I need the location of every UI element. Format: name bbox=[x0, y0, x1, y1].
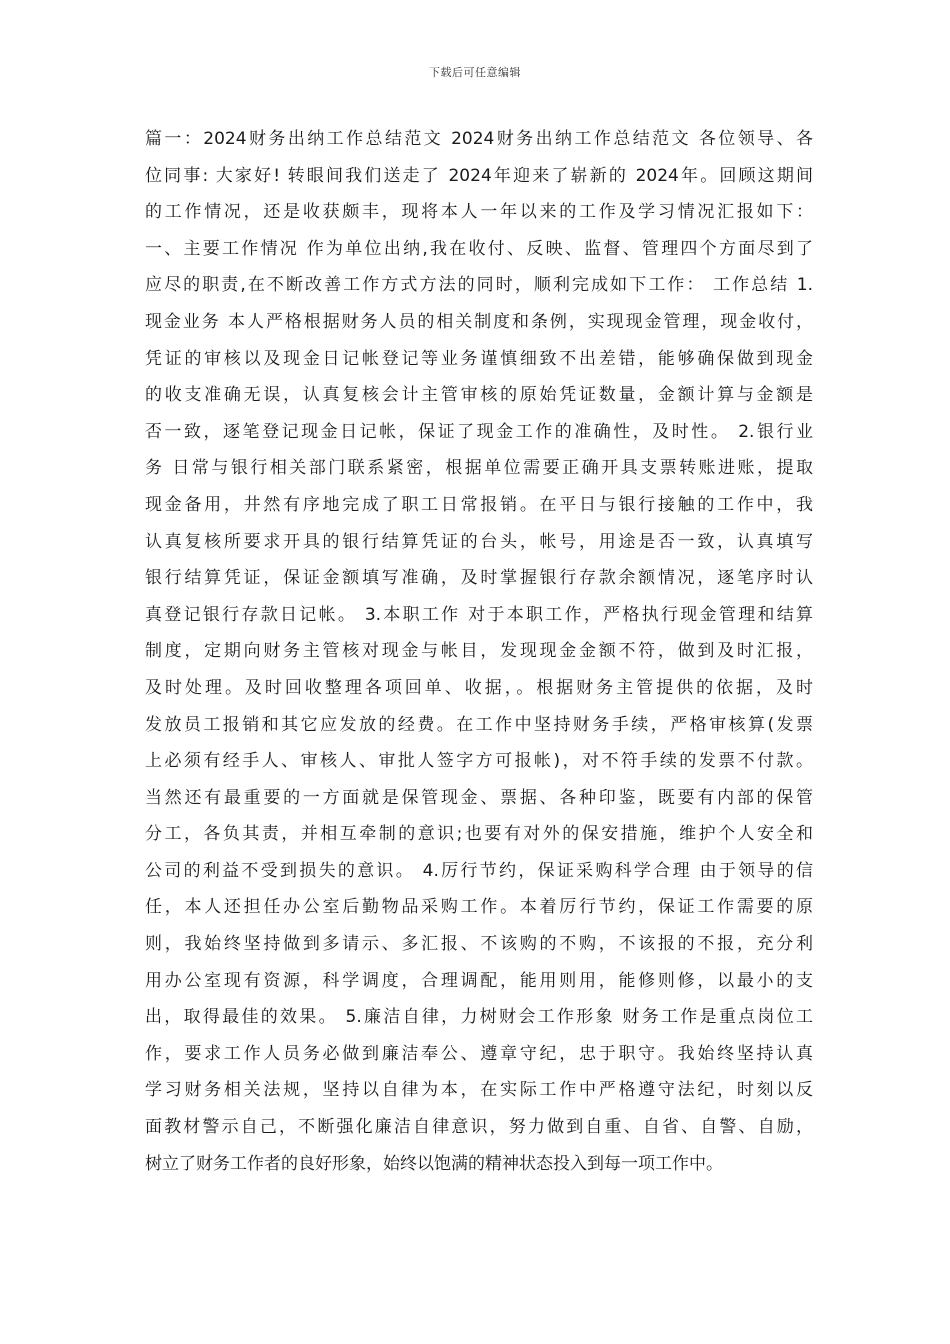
text-line: 及时处理。及时回收整理各项回单、收据，。根据财务主管提供的依据，及时 bbox=[145, 677, 813, 698]
text-line: 认真复核所要求开具的银行结算凭证的台头，帐号，用途是否一致，认真填写 bbox=[145, 531, 813, 552]
text-line: 的收支准确无误，认真复核会计主管审核的原始凭证数量，金额计算与金额是 bbox=[145, 385, 813, 406]
text-line: 真登记银行存款日记帐。 3.本职工作 对于本职工作，严格执行现金管理和结算 bbox=[145, 604, 813, 625]
document-body bbox=[145, 121, 813, 1182]
text-line: 发放员工报销和其它应发放的经费。在工作中坚持财务手续，严格审核算(发票 bbox=[145, 714, 813, 735]
text-line: 务 日常与银行相关部门联系紧密，根据单位需要正确开具支票转账进账，提取 bbox=[145, 458, 813, 479]
text-line: 银行结算凭证，保证金额填写准确，及时掌握银行存款余额情况，逐笔序时认 bbox=[145, 568, 813, 589]
text-line: 分工，各负其责，并相互牵制的意识;也要有对外的保安措施，维护个人安全和 bbox=[145, 824, 813, 845]
text-line: 出，取得最佳的效果。 5.廉洁自律，力树财会工作形象 财务工作是重点岗位工 bbox=[145, 1007, 813, 1028]
text-line: 任，本人还担任办公室后勤物品采购工作。本着厉行节约，保证工作需要的原 bbox=[145, 897, 813, 918]
text-line: 现金业务 本人严格根据财务人员的相关制度和条例，实现现金管理，现金收付， bbox=[145, 311, 813, 332]
text-line: 位同事: 大家好! 转眼间我们送走了 2024年迎来了崭新的 2024年。回顾这期间 bbox=[145, 165, 813, 186]
text-line: 学习财务相关法规，坚持以自律为本，在实际工作中严格遵守法纪，时刻以反 bbox=[145, 1080, 813, 1101]
text-line: 凭证的审核以及现金日记帐登记等业务谨慎细致不出差错，能够确保做到现金 bbox=[145, 348, 813, 369]
text-line: 应尽的职责,在不断改善工作方式方法的同时，顺利完成如下工作： 工作总结 1. bbox=[145, 275, 813, 296]
text-line: 一、主要工作情况 作为单位出纳,我在收付、反映、监督、管理四个方面尽到了 bbox=[145, 238, 813, 259]
text-line: 面教材警示自己，不断强化廉洁自律意识，努力做到自重、自省、自警、自励， bbox=[145, 1117, 813, 1138]
page-header-note: 下载后可任意编辑 bbox=[429, 66, 521, 79]
text-line: 作，要求工作人员务必做到廉洁奉公、遵章守纪，忠于职守。我始终坚持认真 bbox=[145, 1043, 813, 1064]
text-line: 制度，定期向财务主管核对现金与帐目，发现现金金额不符，做到及时汇报， bbox=[145, 641, 813, 662]
text-line: 否一致，逐笔登记现金日记帐，保证了现金工作的准确性，及时性。 2.银行业 bbox=[145, 421, 813, 442]
text-line: 公司的利益不受到损失的意识。 4.厉行节约，保证采购科学合理 由于领导的信 bbox=[145, 860, 813, 881]
text-line: 上必须有经手人、审核人、审批人签字方可报帐)，对不符手续的发票不付款。 bbox=[145, 751, 813, 772]
text-line: 篇一：2024财务出纳工作总结范文 2024财务出纳工作总结范文 各位领导、各 bbox=[145, 129, 813, 149]
text-line: 的工作情况，还是收获颇丰，现将本人一年以来的工作及学习情况汇报如下： bbox=[145, 202, 813, 223]
text-line: 则，我始终坚持做到多请示、多汇报、不该购的不购，不该报的不报，充分利 bbox=[145, 934, 813, 955]
text-line: 当然还有最重要的一方面就是保管现金、票据、各种印鉴，既要有内部的保管 bbox=[145, 787, 813, 808]
text-line: 树立了财务工作者的良好形象，始终以饱满的精神状态投入到每一项工作中。 bbox=[145, 1153, 723, 1174]
text-line: 现金备用，井然有序地完成了职工日常报销。在平日与银行接触的工作中，我 bbox=[145, 494, 813, 515]
text-line: 用办公室现有资源，科学调度，合理调配，能用则用，能修则修，以最小的支 bbox=[145, 970, 813, 991]
